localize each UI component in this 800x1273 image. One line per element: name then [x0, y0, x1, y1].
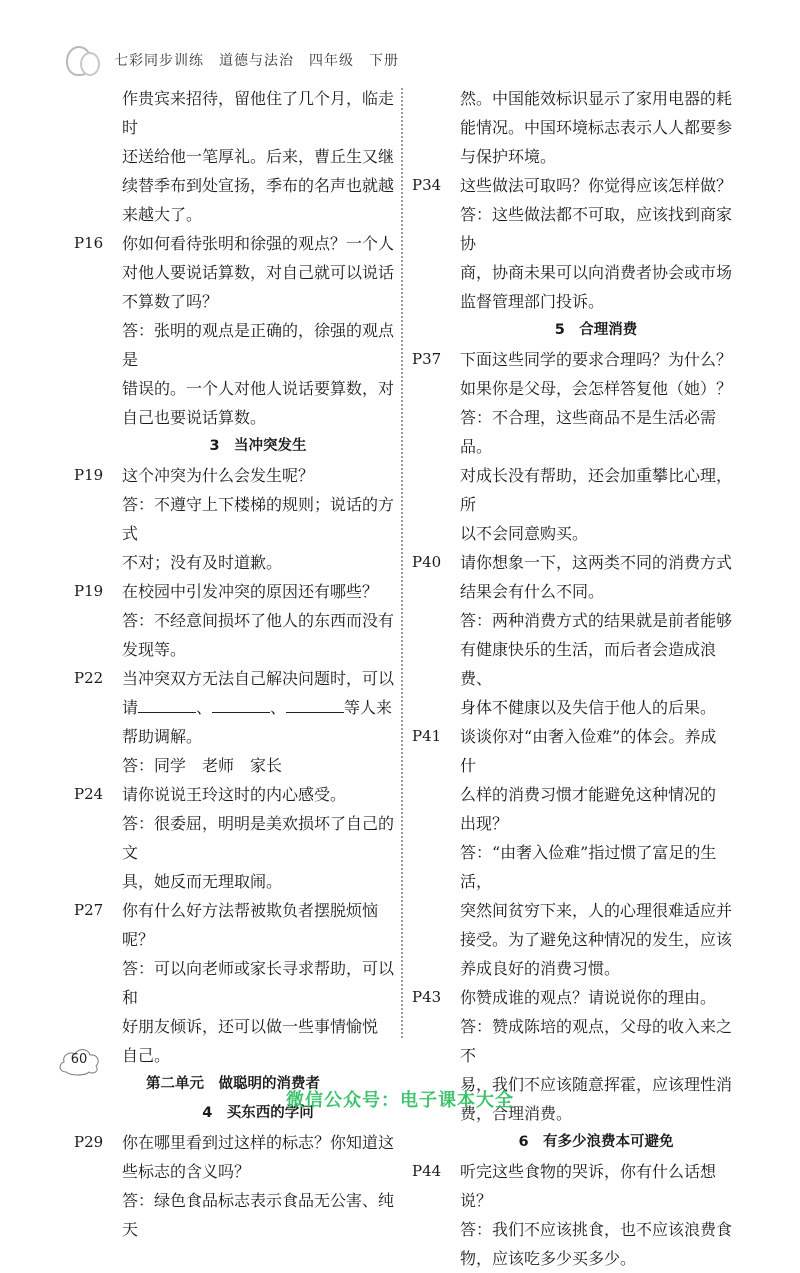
question-line: 听完这些食物的哭诉，你有什么话想说？: [460, 1162, 717, 1210]
question-line: 你如何看待张明和徐强的观点？一个人: [122, 234, 395, 253]
question-line: 你有什么好方法帮被欺负者摆脱烦恼呢？: [122, 901, 379, 949]
question-line: 谈谈你对“由奢入俭难”的体会。养成什: [460, 727, 717, 775]
page-ref: P41: [412, 727, 442, 745]
fill-in-blank: [286, 696, 344, 713]
page-ref: P37: [412, 350, 442, 368]
lesson-heading: 4 买东西的学问: [202, 1105, 314, 1121]
page-header: [62, 42, 399, 78]
answer-line: 答：绿色食品标志表示食品无公害、纯天: [122, 1191, 395, 1239]
question-line: 这些做法可取吗？你觉得应该怎样做？: [460, 176, 733, 195]
answer-line: 物，应该吃多少买多少。: [460, 1249, 637, 1268]
qa-entry-p16: [72, 229, 394, 432]
question-line: 请你想象一下，这两类不同的消费方式: [460, 553, 733, 572]
page-ref: P19: [74, 466, 104, 484]
question-line: 请你说说王玲这时的内心感受。: [122, 785, 347, 804]
qa-entry-p37: [410, 345, 732, 548]
answer-line: 答：不经意间损坏了他人的东西而没有: [122, 611, 395, 630]
question-line: 这个冲突为什么会发生呢？: [122, 466, 315, 485]
question-line: 当冲突双方无法自己解决问题时，可以: [122, 669, 395, 688]
fill-in-blank: [138, 696, 196, 713]
fill-in-blank: [212, 696, 270, 713]
question-line: 不算数了吗？: [122, 292, 219, 311]
qa-entry-p19: [72, 577, 394, 664]
header-title: 七彩同步训练 道德与法治 四年级 下册: [114, 53, 399, 69]
answer-line: 答：两种消费方式的结果就是前者能够: [460, 611, 733, 630]
qa-entry-p44: [410, 1157, 732, 1273]
qa-entry-p27: [72, 896, 394, 1070]
qa-entry-p41: [410, 722, 732, 983]
page-ref: P40: [412, 553, 442, 571]
answer-line: 错误的。一个人对他人说话要算数，对: [122, 379, 395, 398]
qa-entry-p29: [72, 1128, 394, 1244]
answer-line: 发现等。: [122, 640, 187, 659]
question-line: 结果会有什么不同。: [460, 582, 605, 601]
page-ref: P43: [412, 988, 442, 1006]
page-ref: P34: [412, 176, 442, 194]
balloon-logo-icon: [62, 42, 102, 78]
answer-line: 答：赞成陈培的观点，父母的收入来之不: [460, 1017, 733, 1065]
page-ref: P44: [412, 1162, 442, 1180]
question-line: 对他人要说话算数，对自己就可以说话: [122, 263, 395, 282]
answer-line: 自己也要说话算数。: [122, 408, 267, 427]
answer-line: 有健康快乐的生活，而后者会造成浪费、: [460, 640, 717, 688]
lesson-heading: 5 合理消费: [554, 322, 638, 338]
page-ref: P29: [74, 1133, 104, 1151]
qa-entry-p40: [410, 548, 732, 722]
continued-text: 然。中国能效标识显示了家用电器的耗 能情况。中国环境标志表示人人都要参 与保护环境。: [460, 89, 733, 166]
page-ref: P19: [74, 582, 104, 600]
question-line: 出现？: [460, 814, 509, 833]
answer-line: 接受。为了避免这种情况的发生，应该: [460, 930, 733, 949]
answer-line: 具，她反而无理取闹。: [122, 872, 283, 891]
answer-line: 身体不健康以及失信于他人的后果。: [460, 698, 717, 717]
question-line: 在校园中引发冲突的原因还有哪些？: [122, 582, 379, 601]
question-line: 些标志的含义吗？: [122, 1162, 251, 1181]
answer-line: 答：这些做法都不可取，应该找到商家协: [460, 205, 733, 253]
answer-line: 答：同学 老师 家长: [122, 756, 283, 775]
answer-line: 答：我们不应该挑食，也不应该浪费食: [460, 1220, 733, 1239]
qa-entry-p24: [72, 780, 394, 896]
lesson-heading: 3 当冲突发生: [209, 438, 307, 454]
footer-watermark: 微信公众号：电子课本大全: [286, 1090, 514, 1111]
answer-line: 对成长没有帮助，还会加重攀比心理，所: [460, 466, 733, 514]
answer-line: 自己。: [122, 1046, 171, 1065]
answer-line: 易，我们不应该随意挥霍，应该理性消: [460, 1075, 733, 1094]
question-line: 如果你是父母，会怎样答复他（她）？: [460, 379, 733, 398]
answer-line: 商，协商未果可以向消费者协会或市场: [460, 263, 733, 282]
answer-line: 好朋友倾诉，还可以做一些事情愉悦: [122, 1017, 379, 1036]
page-number-badge: [56, 1044, 102, 1078]
answer-line: 费，合理消费。: [460, 1104, 573, 1123]
unit-heading: 第二单元 做聪明的消费者: [146, 1076, 320, 1092]
answer-line: 突然间贫穷下来，人的心理很难适应并: [460, 901, 733, 920]
answer-line: 不对；没有及时道歉。: [122, 553, 283, 572]
answer-line: 监督管理部门投诉。: [460, 292, 605, 311]
answer-line: 答：“由奢入俭难”指过惯了富足的生活，: [460, 843, 717, 891]
question-line: 你在哪里看到过这样的标志？你知道这: [122, 1133, 395, 1152]
question-line: 下面这些同学的要求合理吗？为什么？: [460, 350, 733, 369]
answer-line: 以不会同意购买。: [460, 524, 589, 543]
question-line: 请 、 、 等人来: [122, 698, 393, 717]
question-line: 你赞成谁的观点？请说说你的理由。: [460, 988, 717, 1007]
answer-line: 养成良好的消费习惯。: [460, 959, 621, 978]
page-ref: P27: [74, 901, 104, 919]
answer-line: 答：不遵守上下楼梯的规则；说话的方式: [122, 495, 395, 543]
continued-text: 作贵宾来招待，留他住了几个月，临走时 还送给他一笔厚礼。后来，曹丘生又继 续替季布到处宣扬，季布的名声也就越 来越大了。: [122, 89, 395, 224]
lesson-heading: 6 有多少浪费本可避免: [518, 1134, 674, 1150]
question-line: 么样的消费习惯才能避免这种情况的: [460, 785, 717, 804]
page-number: 60: [70, 1052, 88, 1067]
column-divider: [401, 88, 403, 1038]
qa-entry-p34: [410, 171, 732, 316]
qa-entry-p22: [72, 664, 394, 780]
page-ref: P24: [74, 785, 104, 803]
page-ref: P22: [74, 669, 104, 687]
answer-line: 答：可以向老师或家长寻求帮助，可以和: [122, 959, 395, 1007]
question-line: 帮助调解。: [122, 727, 203, 746]
qa-entry-p19: [72, 461, 394, 577]
answer-line: 答：不合理，这些商品不是生活必需品。: [460, 408, 717, 456]
answer-line: 答：很委屈，明明是美欢损坏了自己的文: [122, 814, 395, 862]
page-ref: P16: [74, 234, 104, 252]
left-column: [72, 84, 394, 1244]
answer-line: 答：张明的观点是正确的，徐强的观点是: [122, 321, 395, 369]
